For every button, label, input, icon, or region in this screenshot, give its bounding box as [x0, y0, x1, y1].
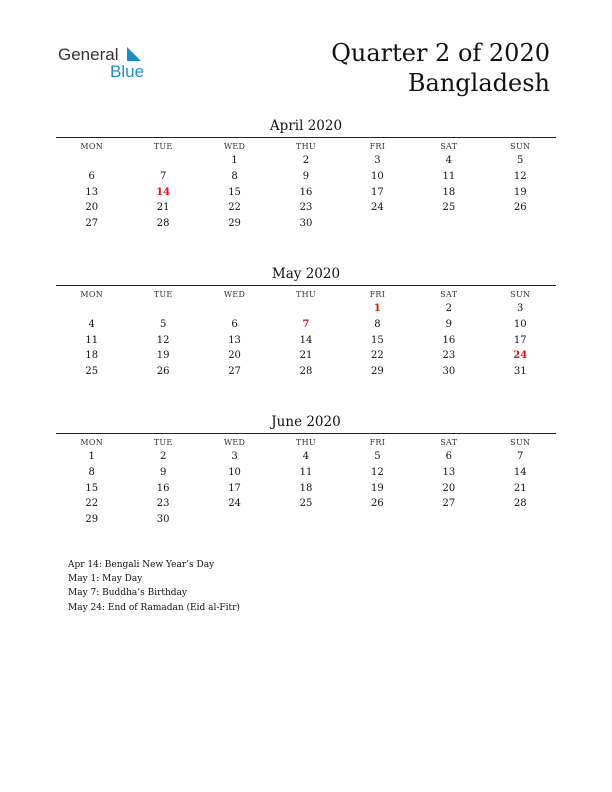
- date-cell: 29: [85, 514, 99, 526]
- date-cell: 7: [517, 451, 524, 462]
- week-row: [56, 216, 556, 232]
- weekday-label: SUN: [510, 438, 531, 447]
- week-row: [56, 512, 556, 528]
- date-cell: 26: [156, 366, 170, 378]
- date-cell: 3: [374, 155, 381, 166]
- date-cell: 2: [445, 303, 452, 314]
- date-cell: 16: [156, 482, 170, 494]
- weekday-label: SAT: [440, 290, 458, 299]
- date-cell: 29: [371, 366, 384, 378]
- weekday-header: [56, 433, 556, 449]
- date-cell: [270, 301, 341, 317]
- weekday-header: [56, 285, 556, 301]
- date-cell: 24: [371, 202, 384, 214]
- date-cell: [485, 512, 556, 528]
- date-cell: 21: [156, 202, 170, 214]
- week-row: [56, 301, 556, 317]
- weekday-label: TUE: [153, 438, 173, 447]
- date-cell: [56, 153, 127, 169]
- date-cell: 17: [228, 482, 241, 494]
- date-cell: 30: [299, 218, 313, 230]
- date-cell: 13: [442, 466, 456, 478]
- holiday-date: 24: [513, 350, 528, 362]
- date-cell: 30: [442, 366, 456, 378]
- date-cell: 6: [88, 170, 95, 182]
- week-row: [56, 200, 556, 216]
- date-cell: 11: [442, 170, 456, 182]
- date-cell: 27: [442, 498, 456, 510]
- weekday-label: TUE: [153, 290, 173, 299]
- week-row: [56, 348, 556, 364]
- date-cell: 20: [442, 482, 456, 494]
- date-cell: 19: [371, 482, 384, 494]
- week-row: [56, 169, 556, 185]
- month-may: [56, 265, 556, 380]
- date-cell: [127, 153, 198, 169]
- date-cell: 10: [513, 318, 527, 330]
- holiday-notes: [68, 558, 240, 615]
- weekday-label: FRI: [369, 290, 386, 299]
- date-cell: 17: [371, 186, 384, 198]
- weekday-label: MON: [80, 290, 104, 299]
- weekday-label: FRI: [369, 142, 386, 151]
- holiday-date: 14: [156, 186, 171, 198]
- date-cell: [127, 301, 198, 317]
- weekday-label: SUN: [510, 290, 531, 299]
- date-cell: 22: [371, 350, 384, 362]
- weekday-label: WED: [223, 290, 246, 299]
- week-row: [56, 153, 556, 169]
- date-cell: 9: [159, 466, 167, 478]
- date-cell: 9: [445, 318, 452, 330]
- date-cell: 9: [302, 170, 310, 182]
- week-row: [56, 465, 556, 481]
- title-quarter: Quarter 2 of 2020: [331, 39, 550, 67]
- date-cell: 19: [156, 350, 170, 362]
- weekday-label: MON: [80, 438, 104, 447]
- date-cell: [270, 512, 341, 528]
- weekday-label: WED: [223, 438, 246, 447]
- date-cell: 23: [442, 350, 456, 362]
- date-cell: 12: [371, 466, 384, 478]
- date-cell: 22: [85, 498, 99, 510]
- logo-general-text: General: [58, 45, 119, 64]
- date-cell: 18: [85, 350, 99, 362]
- date-cell: 22: [228, 202, 241, 214]
- date-cell: 12: [156, 334, 170, 346]
- date-cell: 16: [442, 334, 456, 346]
- date-cell: 1: [231, 155, 238, 166]
- date-cell: 21: [513, 482, 527, 494]
- date-cell: 26: [513, 202, 527, 214]
- date-cell: 13: [228, 334, 241, 346]
- weekday-label: MON: [80, 142, 104, 151]
- date-cell: 20: [228, 350, 241, 362]
- date-cell: 3: [517, 303, 524, 314]
- date-cell: 8: [231, 170, 238, 182]
- date-cell: 2: [159, 451, 167, 462]
- weekday-header: [56, 137, 556, 153]
- date-cell: 6: [231, 318, 238, 330]
- date-cell: 15: [371, 334, 384, 346]
- date-cell: 28: [156, 218, 170, 230]
- date-cell: 25: [299, 498, 313, 510]
- holiday-note: May 1: May Day: [68, 574, 143, 585]
- logo-blue-text: Blue: [110, 62, 145, 81]
- week-row: [56, 481, 556, 497]
- date-cell: 10: [371, 170, 384, 182]
- date-cell: 27: [85, 218, 99, 230]
- date-cell: [413, 216, 484, 232]
- date-cell: 4: [88, 318, 95, 330]
- holiday-note: May 7: Buddha’s Birthday: [68, 588, 187, 599]
- date-cell: 21: [299, 350, 313, 362]
- title-country: Bangladesh: [407, 69, 550, 97]
- date-cell: 23: [299, 202, 313, 214]
- date-cell: 1: [88, 451, 95, 462]
- date-cell: 11: [85, 334, 99, 346]
- month-title: April 2020: [269, 118, 343, 134]
- date-cell: 24: [228, 498, 241, 510]
- holiday-date: 1: [373, 303, 381, 314]
- date-cell: 30: [156, 514, 170, 526]
- date-cell: 4: [302, 451, 310, 462]
- week-row: [56, 496, 556, 512]
- date-cell: 2: [302, 155, 310, 166]
- weekday-label: SUN: [510, 142, 531, 151]
- date-cell: [413, 512, 484, 528]
- date-cell: 14: [299, 334, 313, 346]
- date-cell: 10: [228, 466, 241, 478]
- date-cell: 18: [299, 482, 313, 494]
- date-cell: 20: [85, 202, 99, 214]
- date-cell: 13: [85, 186, 99, 198]
- month-title: June 2020: [271, 414, 341, 430]
- date-cell: 23: [156, 498, 170, 510]
- date-cell: 28: [513, 498, 527, 510]
- month-june: [56, 413, 556, 528]
- logo: [58, 44, 158, 84]
- date-cell: 18: [442, 186, 456, 198]
- date-cell: 5: [374, 451, 381, 462]
- date-cell: 19: [513, 186, 527, 198]
- date-cell: 17: [513, 334, 527, 346]
- weekday-label: SAT: [440, 438, 458, 447]
- date-cell: 5: [517, 155, 524, 166]
- week-row: [56, 449, 556, 465]
- weekday-label: THU: [295, 438, 316, 447]
- weekday-label: THU: [295, 142, 316, 151]
- month-title: May 2020: [271, 266, 341, 282]
- holiday-note: May 24: End of Ramadan (Eid al-Fitr): [68, 602, 240, 613]
- date-cell: [342, 512, 413, 528]
- date-cell: [56, 301, 127, 317]
- week-row: [56, 317, 556, 333]
- date-cell: 4: [445, 155, 452, 166]
- weekday-label: FRI: [369, 438, 386, 447]
- date-cell: [199, 512, 270, 528]
- logo-triangle-icon: [125, 47, 141, 61]
- date-cell: 11: [299, 466, 313, 478]
- date-cell: 5: [159, 318, 167, 330]
- date-cell: 27: [228, 366, 241, 378]
- date-cell: 7: [159, 170, 167, 182]
- date-cell: 6: [445, 451, 452, 462]
- date-cell: 15: [228, 186, 241, 198]
- week-row: [56, 185, 556, 201]
- week-row: [56, 333, 556, 349]
- date-cell: 26: [371, 498, 384, 510]
- date-cell: [485, 216, 556, 232]
- date-cell: 31: [513, 366, 527, 378]
- date-cell: 15: [85, 482, 99, 494]
- date-cell: 14: [513, 466, 527, 478]
- date-cell: 16: [299, 186, 313, 198]
- weekday-label: SAT: [440, 142, 458, 151]
- date-cell: 29: [228, 218, 241, 230]
- weekday-label: WED: [223, 142, 246, 151]
- week-row: [56, 364, 556, 380]
- date-cell: 8: [88, 466, 95, 478]
- holiday-date: 7: [302, 318, 310, 330]
- page-title: [331, 38, 550, 98]
- weekday-label: TUE: [153, 142, 173, 151]
- date-cell: 3: [231, 451, 238, 462]
- date-cell: 25: [442, 202, 456, 214]
- holiday-note: Apr 14: Bengali New Year’s Day: [68, 560, 215, 570]
- date-cell: 25: [85, 366, 99, 378]
- date-cell: [199, 301, 270, 317]
- date-cell: [342, 216, 413, 232]
- date-cell: 28: [299, 366, 313, 378]
- weekday-label: THU: [295, 290, 316, 299]
- month-april: [56, 117, 556, 232]
- date-cell: 8: [374, 318, 381, 330]
- date-cell: 12: [513, 170, 527, 182]
